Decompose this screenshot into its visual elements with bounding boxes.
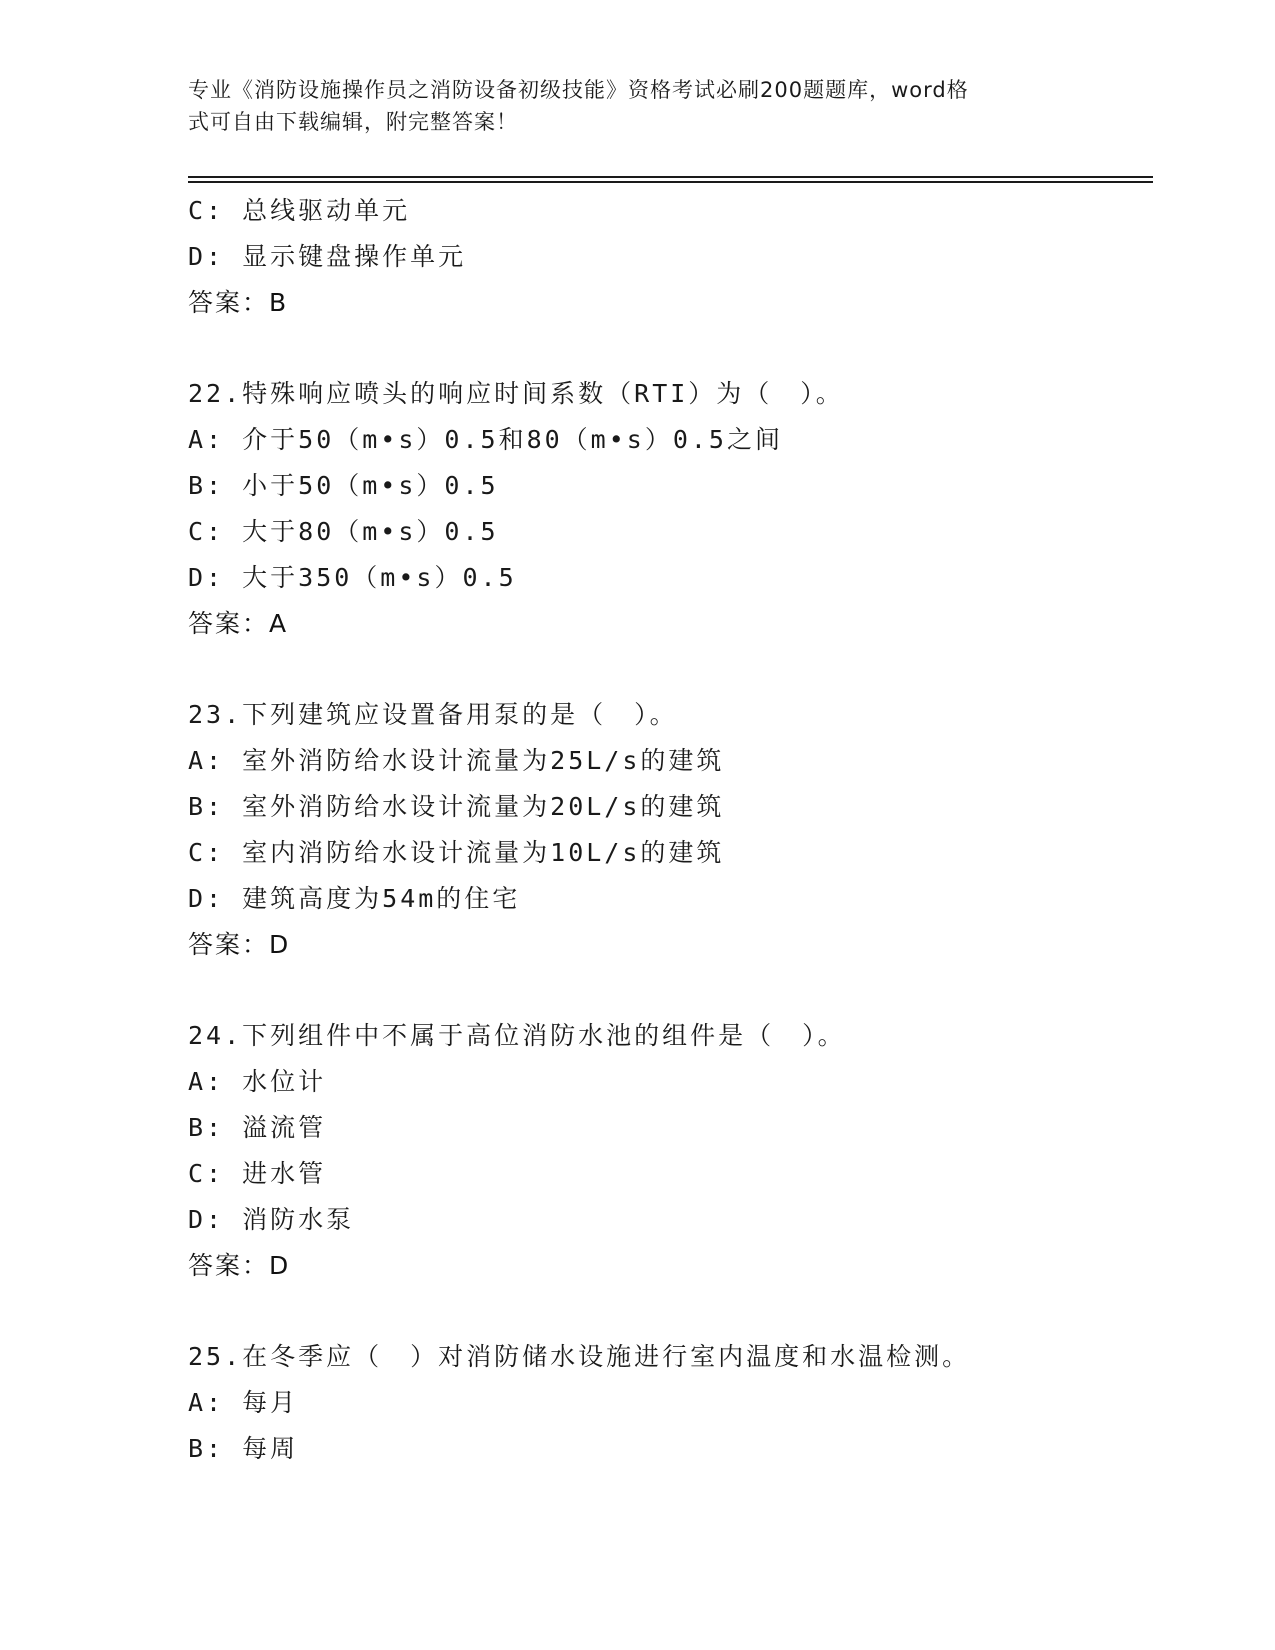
option-c: C: 大于80（m•s）0.5	[188, 517, 499, 546]
option-a: A: 室外消防给水设计流量为25L/s的建筑	[188, 746, 725, 775]
answer-line: 答案：D	[188, 930, 291, 959]
option-c: C: 室内消防给水设计流量为10L/s的建筑	[188, 838, 725, 867]
option-a: A: 每月	[188, 1388, 299, 1417]
header-divider-bottom	[188, 181, 1153, 183]
header-line-2: 式可自由下载编辑，附完整答案！	[188, 110, 518, 134]
question-spacer	[188, 326, 1153, 371]
option-d: D: 消防水泵	[188, 1205, 355, 1234]
option-b: B: 每周	[188, 1434, 299, 1463]
question-spacer	[188, 968, 1153, 1013]
document-header	[188, 74, 1068, 138]
option-a: A: 水位计	[188, 1067, 327, 1096]
answer-line: 答案：D	[188, 1251, 291, 1280]
header-divider-top	[188, 176, 1153, 178]
option-c: C: 总线驱动单元	[188, 196, 411, 225]
option-c: C: 进水管	[188, 1159, 327, 1188]
option-d: D: 建筑高度为54m的住宅	[188, 884, 521, 913]
question-spacer	[188, 1289, 1153, 1334]
option-b: B: 室外消防给水设计流量为20L/s的建筑	[188, 792, 725, 821]
question-spacer	[188, 647, 1153, 692]
option-d: D: 显示键盘操作单元	[188, 242, 467, 271]
header-line-1: 专业《消防设施操作员之消防设备初级技能》资格考试必刷200题题库，word格	[188, 78, 969, 102]
question-content	[188, 188, 1153, 1472]
option-d: D: 大于350（m•s）0.5	[188, 563, 517, 592]
option-a: A: 介于50（m•s）0.5和80（m•s）0.5之间	[188, 425, 783, 454]
question-stem: 25.在冬季应（ ）对消防储水设施进行室内温度和水温检测。	[188, 1342, 971, 1371]
answer-line: 答案：B	[188, 288, 289, 317]
option-b: B: 溢流管	[188, 1113, 327, 1142]
question-stem: 22.特殊响应喷头的响应时间系数（RTI）为（ ）。	[188, 379, 844, 408]
option-b: B: 小于50（m•s）0.5	[188, 471, 499, 500]
question-stem: 24.下列组件中不属于高位消防水池的组件是（ ）。	[188, 1021, 846, 1050]
answer-line: 答案：A	[188, 609, 289, 638]
question-stem: 23.下列建筑应设置备用泵的是（ ）。	[188, 700, 678, 729]
